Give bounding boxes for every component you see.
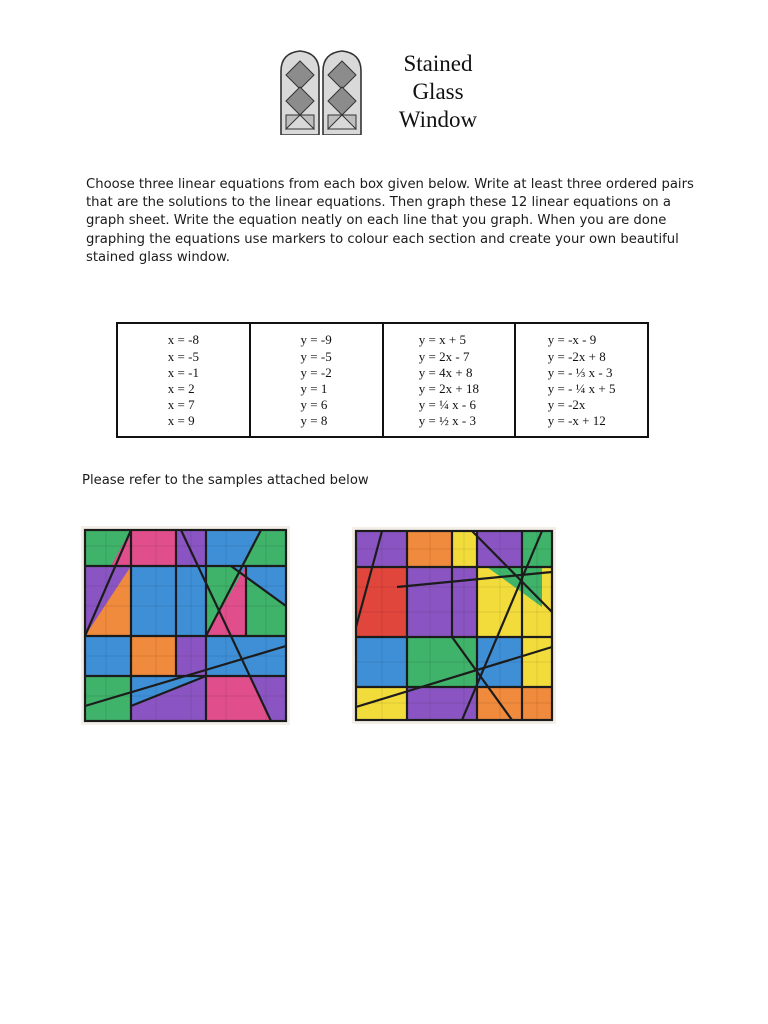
equation: x = -5 (167, 348, 199, 364)
equation: y = 8 (300, 413, 328, 429)
equation: y = -2 (300, 364, 332, 380)
equation: y = - ¼ x + 5 (547, 381, 616, 396)
header (278, 46, 500, 138)
equation: x = -1 (167, 364, 199, 380)
equation: y = -9 (300, 332, 332, 348)
equation: y = -x + 12 (547, 413, 606, 429)
equation: y = - ⅓ x - 3 (547, 364, 613, 380)
equation: y = 2x + 18 (418, 381, 479, 396)
equation: x = -8 (167, 332, 199, 348)
stained-glass-sample-drawing (352, 527, 556, 724)
sample-image-2 (352, 527, 556, 724)
equation-box-vertical-lines (118, 324, 251, 436)
equation: x = 9 (167, 413, 195, 429)
equation: y = -5 (300, 348, 332, 364)
sample-image-1 (81, 526, 290, 725)
equation-box-negative-slopes (516, 324, 647, 436)
equation: y = 6 (300, 397, 328, 413)
equation: y = 2x - 7 (418, 348, 470, 364)
equation-table (116, 322, 649, 438)
equation: y = -x - 9 (547, 332, 597, 348)
title-line: Glass (412, 79, 464, 104)
equation: y = 1 (300, 381, 328, 396)
instructions-paragraph: Choose three linear equations from each box given below. Write at least three ordered pairs that are the solutions to the linear equations. Then graph these 12 linear equations on a graph sheet. Write the equation neatly on each line that you graph. When you are done graphing the equations use markers to colour each section and create your own beautiful stained glass window. (86, 177, 694, 265)
equation: y = x + 5 (418, 332, 466, 348)
equation: y = 4x + 8 (418, 364, 473, 380)
equation: x = 7 (167, 397, 195, 413)
samples-note: Please refer to the samples attached below (82, 473, 369, 488)
title-line: Stained (403, 51, 473, 76)
equation: y = ¼ x - 6 (418, 397, 476, 413)
equation: y = -2x (547, 397, 586, 413)
equation: y = -2x + 8 (547, 348, 606, 364)
equation: y = ½ x - 3 (418, 413, 476, 429)
stained-glass-sample-drawing (81, 526, 290, 725)
page-title (378, 50, 498, 134)
title-line: Window (398, 107, 478, 132)
equation-box-horizontal-lines (251, 324, 384, 436)
stained-glass-window-icon (278, 49, 364, 135)
equation-box-positive-slopes (384, 324, 517, 436)
equation: x = 2 (167, 381, 195, 396)
